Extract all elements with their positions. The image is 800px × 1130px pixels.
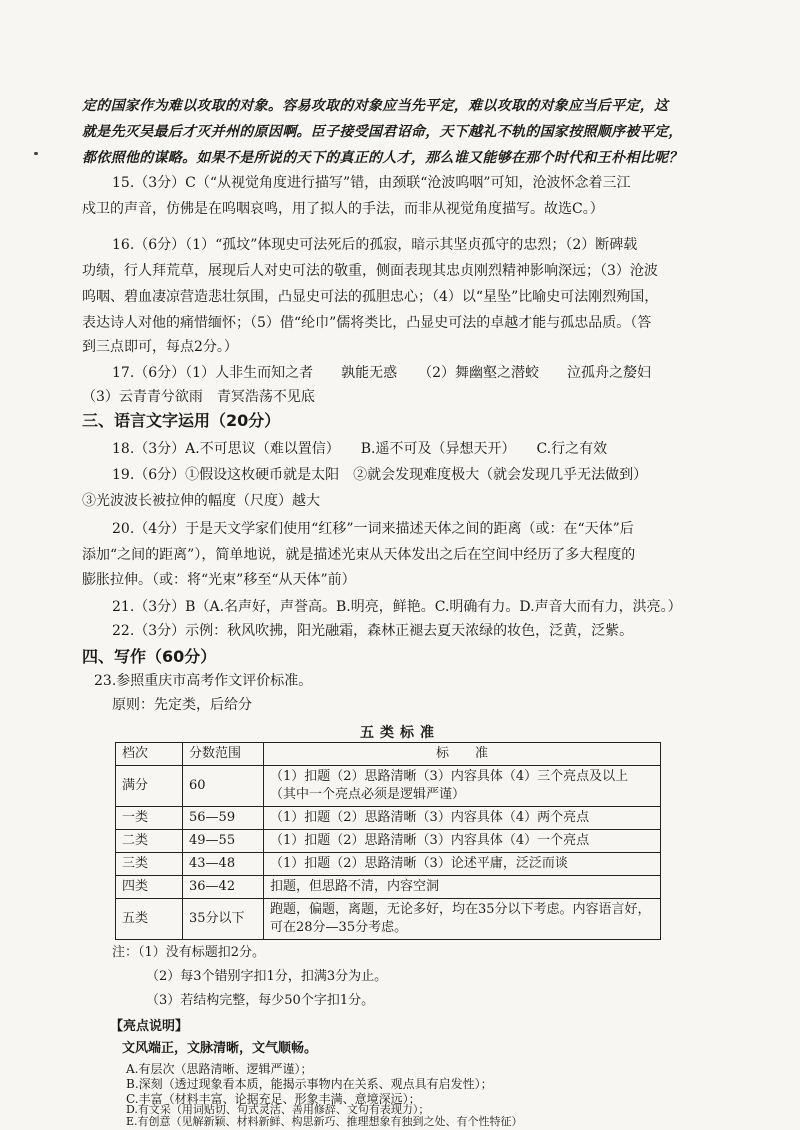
answer-17-cont: （3）云青青兮欲雨 青冥浩荡不见底: [82, 389, 315, 405]
scoring-principle: 原则：先定类，后给分: [112, 697, 252, 713]
section-heading: 三、语言文字运用（20分）: [82, 411, 281, 430]
answer-19-cont: ③光波波长被拉伸的幅度（尺度）越大: [82, 493, 320, 509]
highlight-e: E.有创意（见解新颖、材料新鲜、构思新巧、推理想象有独到之处、有个性特征）: [126, 1115, 523, 1128]
answer-16-cont: 呜咽、碧血凄凉营造悲壮氛围，凸显史可法的孤胆忠心；（4）以“星坠”比喻史可法刚烈殉国，: [82, 289, 659, 305]
translation-line: 就是先灭吴最后才灭并州的原因啊。臣子接受国君诏命，天下越礼不轨的国家按照顺序被平定，: [82, 124, 683, 140]
level-cell: 四类: [116, 876, 183, 899]
highlight-c: C.丰富（材料丰富、论据充足、形象丰满、意境深远）；: [126, 1092, 421, 1106]
header-range: 分数范围: [183, 743, 264, 766]
table-caption: 五类标准: [360, 725, 440, 741]
highlight-a: A.有层次（思路清晰、逻辑严谨）；: [126, 1062, 313, 1076]
answer-16-cont: 表达诗人对他的痛惜缅怀；（5）借“纶巾”儒将类比，凸显史可法的卓越才能与孤忠品质。（答: [82, 315, 652, 331]
note-3: （3）若结构完整，每少50个字扣1分。: [146, 993, 375, 1008]
answer-23: 23.参照重庆市高考作文评价标准。: [94, 673, 313, 689]
answer-20-cont: 添加“之间的距离”），简单地说，就是描述光束从天体发出之后在空间中经历了多大程度的: [82, 547, 636, 563]
table-header-row: [116, 743, 661, 766]
translation-line: 都依照他的谋略。如果不是所说的天下的真正的人才，那么谁又能够在那个时代和王朴相比呢？: [82, 150, 683, 166]
answer-20-cont: 膨胀拉伸。（或：将“光束”移至“从天体”前）: [82, 572, 356, 588]
answer-18: 18.（3分）A.不可思议（难以置信） B.遥不可及（异想天开） C.行之有效: [112, 441, 608, 457]
section-heading: 四、写作（60分）: [82, 647, 217, 666]
scan-speck: [34, 152, 38, 155]
level-cell: 五类: [116, 899, 183, 940]
standard-cell: （1）扣题（2）思路清晰（3）内容具体（4）一个亮点: [264, 830, 661, 853]
level-cell: 一类: [116, 807, 183, 830]
level-cell: 满分: [116, 766, 183, 807]
answer-16-cont: 到三点即可，每点2分。）: [82, 339, 238, 355]
table-row: [116, 766, 661, 807]
header-standard: 标 准: [264, 743, 661, 766]
range-cell: 49—55: [183, 830, 264, 853]
range-cell: 43—48: [183, 853, 264, 876]
answer-16-cont: 功绩，行人拜荒草，展现后人对史可法的敬重，侧面表现其忠贞刚烈精神影响深远；（3）沧波: [82, 263, 658, 279]
note-1: 注：（1）没有标题扣2分。: [112, 945, 266, 960]
highlights-title: 【亮点说明】: [110, 1019, 189, 1034]
table-row: [116, 807, 661, 830]
range-cell: 56—59: [183, 807, 264, 830]
standard-cell: 跑题，偏题，离题，无论多好，均在35分以下考虑。内容语言好，可在28分—35分考虑。: [264, 899, 661, 940]
note-2: （2）每3个错别字扣1分，扣满3分为止。: [146, 969, 388, 984]
table-row: [116, 830, 661, 853]
range-cell: 35分以下: [183, 899, 264, 940]
answer-21: 21.（3分）B（A.名声好，声誉高。B.明亮，鲜艳。C.明确有力。D.声音大而有力，洪亮。）: [112, 599, 682, 615]
answer-15-cont: 戍卫的声音，仿佛是在呜咽哀鸣，用了拟人的手法，而非从视觉角度描写。故选C。）: [82, 201, 604, 217]
answer-19: 19.（6分）①假设这枚硬币就是太阳 ②就会发现难度极大（就会发现几乎无法做到）: [112, 467, 648, 483]
answer-15: 15.（3分）C（“从视觉角度进行描写”错，由颈联“沧波呜咽”可知，沧波怀念着三江: [112, 175, 631, 191]
answer-22: 22.（3分）示例：秋风吹拂，阳光融霜，森林正褪去夏天浓绿的妆色，泛黄，泛紫。: [112, 623, 634, 639]
standard-cell: （1）扣题（2）思路清晰（3）内容具体（4）两个亮点: [264, 807, 661, 830]
range-cell: 36—42: [183, 876, 264, 899]
level-cell: 二类: [116, 830, 183, 853]
grading-table: [115, 742, 661, 940]
table-row: [116, 899, 661, 940]
highlight-d: D.有文采（用词贴切、句式灵活、善用修辞、文句有表现力）；: [126, 1103, 430, 1116]
standard-cell: （1）扣题（2）思路清晰（3）论述平庸，泛泛而谈: [264, 853, 661, 876]
level-cell: 三类: [116, 853, 183, 876]
highlight-b: B.深刻（透过现象看本质，能揭示事物内在关系、观点具有启发性）；: [126, 1077, 493, 1091]
answer-16: 16.（6分）（1）“孤坟”体现史可法死后的孤寂，暗示其坚贞孤守的忠烈；（2）断碑载: [112, 237, 638, 253]
answer-20: 20.（4分）于是天文学家们使用“红移”一词来描述天体之间的距离（或：在“天体”后: [112, 521, 634, 537]
standard-cell: （1）扣题（2）思路清晰（3）内容具体（4）三个亮点及以上（其中一个亮点必须是逻辑严谨）: [264, 766, 661, 807]
translation-line: 定的国家作为难以攻取的对象。容易攻取的对象应当先平定，难以攻取的对象应当后平定，这: [82, 98, 669, 114]
table-row: [116, 876, 661, 899]
standard-cell: 扣题，但思路不清，内容空洞: [264, 876, 661, 899]
header-level: 档次: [116, 743, 183, 766]
answer-17: 17.（6分）（1）人非生而知之者 孰能无惑 （2）舞幽壑之潜蛟 泣孤舟之嫠妇: [112, 365, 651, 381]
table-row: [116, 853, 661, 876]
highlights-intro: 文风端正，文脉清晰，文气顺畅。: [122, 1041, 318, 1056]
range-cell: 60: [183, 766, 264, 807]
